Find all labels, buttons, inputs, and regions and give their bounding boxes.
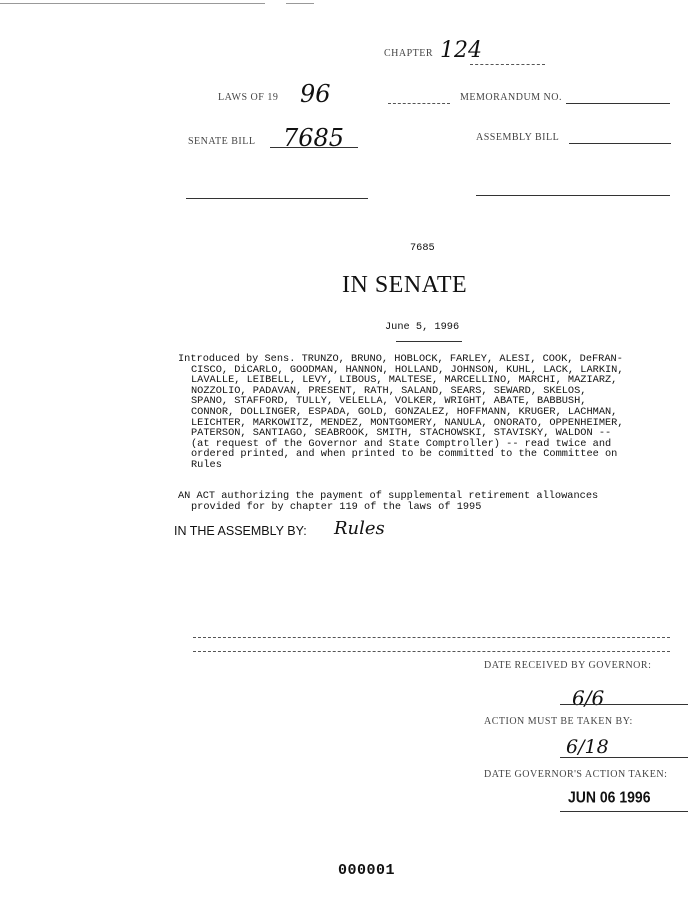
action-taken-line	[560, 811, 688, 812]
introduced-line: (at request of the Governor and State Comptroller) -- read twice and	[191, 437, 612, 450]
introduced-line: Introduced by Sens. TRUNZO, BRUNO, HOBLOCK, FARLEY, ALESI, COOK, DeFRAN-	[178, 353, 623, 365]
chapter-label: CHAPTER	[384, 48, 434, 59]
introduced-line: NOZZOLIO, PADAVAN, PRESENT, RATH, SALAND, SEARS, SEWARD, SKELOS,	[191, 384, 587, 397]
introduced-line: LEICHTER, MARKOWITZ, MENDEZ, MONTGOMERY, NANULA, ONORATO, OPPENHEIMER,	[191, 416, 624, 429]
action-by-label: ACTION MUST BE TAKEN BY:	[484, 716, 633, 727]
separator-line	[193, 651, 670, 652]
scan-artifact-line	[286, 3, 314, 4]
action-by-value: 6/18	[566, 736, 609, 758]
memorandum-label: MEMORANDUM NO.	[460, 92, 563, 103]
introduced-line: PATERSON, SANTIAGO, SEABROOK, SMITH, STACHOWSKI, STAVISKY, WALDON --	[191, 427, 612, 440]
introduced-by-paragraph	[178, 354, 674, 471]
introduced-line: CONNOR, DOLLINGER, ESPADA, GOLD, GONZALEZ, HOFFMANN, KRUGER, LACHMAN,	[191, 405, 618, 418]
senate-bill-label: SENATE BILL	[188, 136, 256, 147]
date-received-value: 6/6	[572, 686, 605, 710]
introduced-line: Rules	[191, 458, 222, 471]
assembly-by-label: IN THE ASSEMBLY BY:	[174, 524, 307, 538]
bill-number: 7685	[410, 242, 435, 254]
assembly-bill-label: ASSEMBLY BILL	[476, 132, 560, 143]
introduced-line: ordered printed, and when printed to be committed to the Committee on	[191, 448, 618, 461]
act-description	[178, 491, 674, 512]
act-line: AN ACT authorizing the payment of supplemental retirement allowances	[178, 490, 599, 502]
act-line: provided for by chapter 119 of the laws of 1995	[191, 500, 482, 513]
laws-label: LAWS OF 19	[218, 92, 279, 103]
laws-line	[388, 103, 450, 104]
chapter-value: 124	[440, 38, 482, 63]
date-underline	[396, 341, 462, 342]
bill-date: June 5, 1996	[385, 321, 460, 333]
senate-bill-value: 7685	[283, 124, 345, 152]
action-by-line	[560, 757, 688, 758]
chamber-title: IN SENATE	[342, 272, 468, 298]
chapter-line	[470, 64, 545, 65]
assembly-bill-line	[569, 143, 671, 144]
action-taken-stamp: JUN 06 1996	[568, 787, 651, 807]
separator-line	[193, 637, 670, 638]
action-taken-label: DATE GOVERNOR'S ACTION TAKEN:	[484, 769, 668, 780]
page-number: 000001	[338, 862, 396, 879]
blank-line-right	[476, 195, 670, 196]
introduced-line: CISCO, DiCARLO, GOODMAN, HANNON, HOLLAND, JOHNSON, KUHL, LACK, LARKIN,	[191, 363, 624, 376]
assembly-by-value: Rules	[334, 518, 385, 539]
date-received-label: DATE RECEIVED BY GOVERNOR:	[484, 660, 652, 671]
blank-line-left	[186, 198, 368, 199]
scan-artifact-line	[0, 3, 265, 4]
date-received-line	[560, 704, 688, 705]
senate-bill-line	[270, 147, 358, 148]
introduced-line: LAVALLE, LEIBELL, LEVY, LIBOUS, MALTESE, MARCELLINO, MARCHI, MAZIARZ,	[191, 374, 618, 387]
memorandum-line	[566, 103, 670, 104]
laws-value: 96	[300, 80, 331, 108]
introduced-line: SPANO, STAFFORD, TULLY, VELELLA, VOLKER, WRIGHT, ABATE, BABBUSH,	[191, 395, 587, 408]
